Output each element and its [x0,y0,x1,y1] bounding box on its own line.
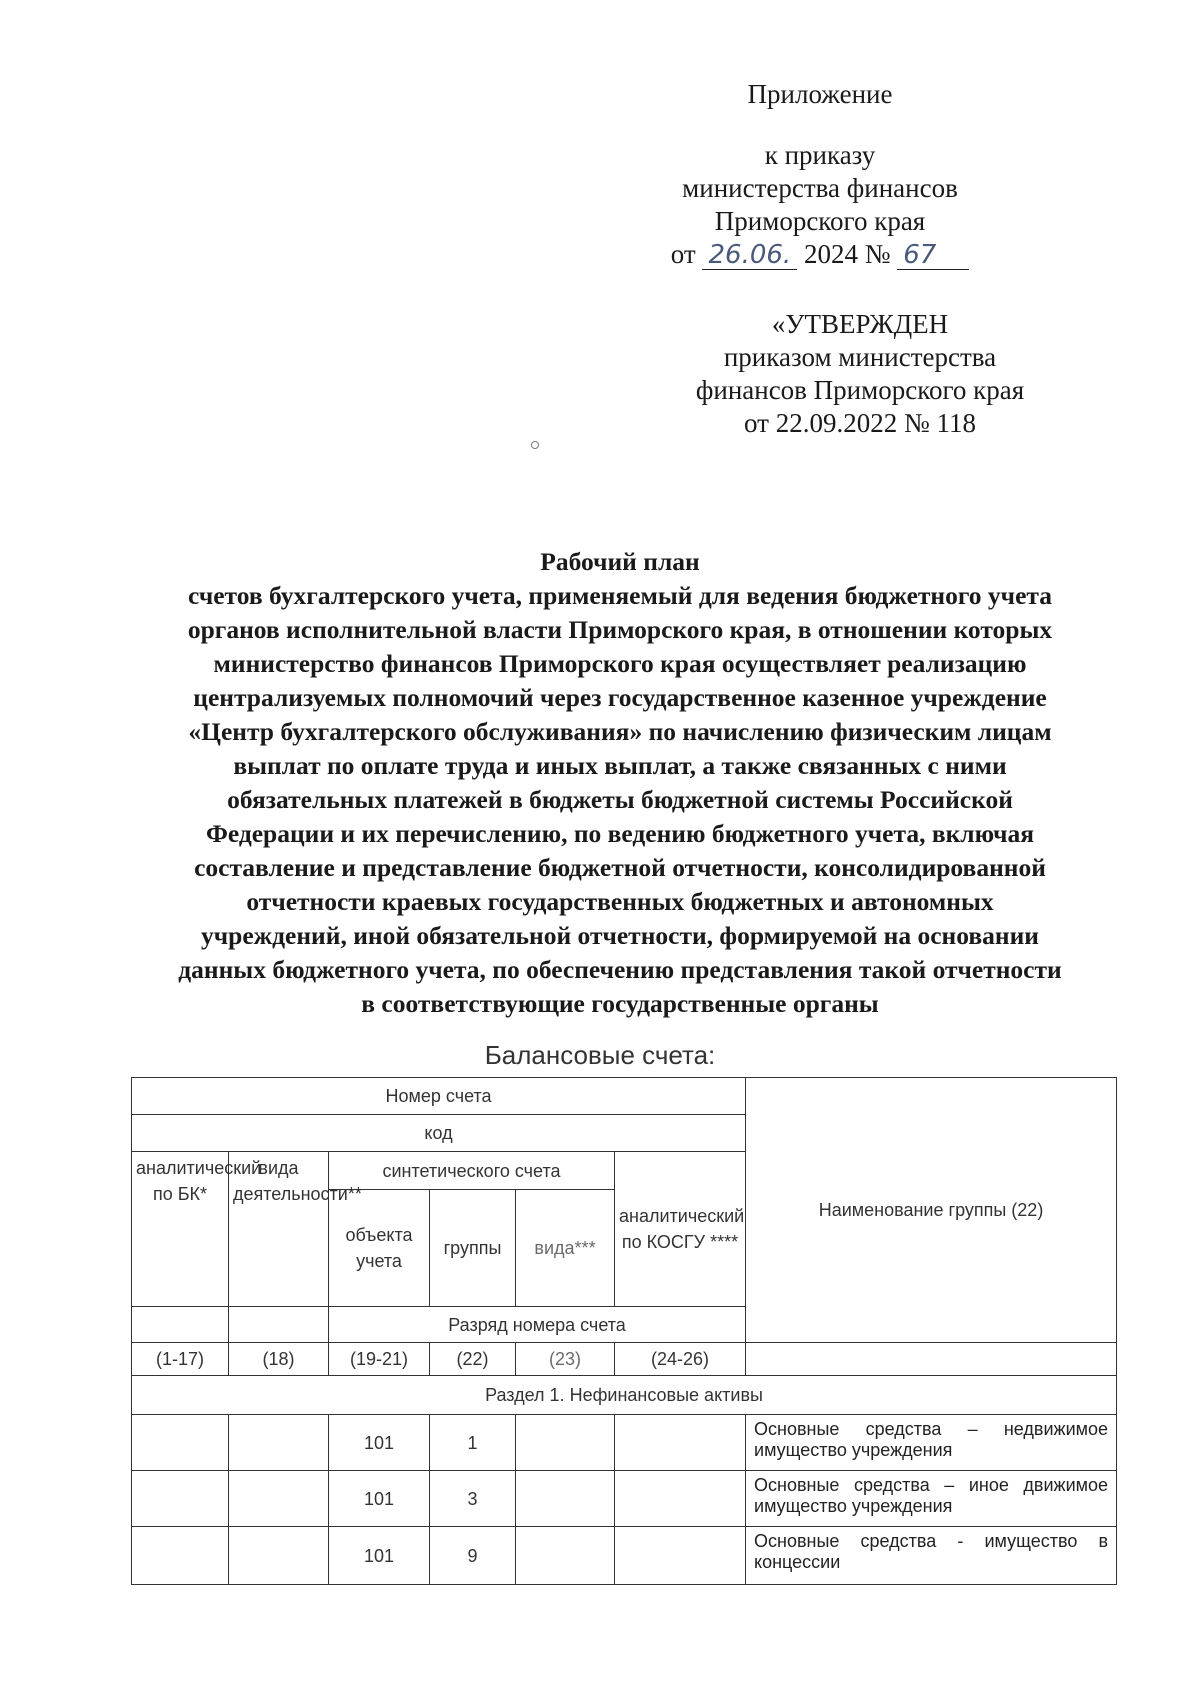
digit-cell: (1-17) [132,1343,229,1376]
title-line: централизуемых полномочий через государственное казенное учреждение [193,683,1047,712]
appendix-title: Приложение [747,79,893,109]
title-line: учреждений, иной обязательной отчетности, формируемой на основании [201,921,1039,950]
header-group-name: Наименование группы (22) [746,1078,1117,1343]
digit-row-label: Разряд номера счета [329,1307,746,1343]
title-line: органов исполнительной власти Приморского края, в отношении которых [187,615,1053,644]
title-line: составление и представление бюджетной отчетности, консолидированной [194,853,1046,882]
empty-cell [132,1527,229,1585]
object-code-cell: 101 [329,1527,430,1585]
title-line: в соответствующие государственные органы [361,989,879,1018]
approved-line-3: финансов Приморского края [695,375,1025,405]
approved-block [650,308,1070,440]
header-activity-type: вида деятельности** [229,1152,329,1307]
empty-cell [229,1527,329,1585]
group-name-cell: Основные средства – иное движимое имущество учреждения [746,1471,1117,1527]
empty-cell [229,1471,329,1527]
title-line: выплат по оплате труда и иных выплат, а также связанных с ними [233,751,1007,780]
header-code: код [132,1115,746,1152]
title-line: данных бюджетного учета, по обеспечению представления такой отчетности [178,955,1062,984]
table-caption: Балансовые счета: [484,1040,716,1070]
title-line: обязательных платежей в бюджеты бюджетной системы Российской [227,785,1013,814]
header-account-number: Номер счета [132,1078,746,1115]
balance-accounts-table [131,1077,1117,1585]
section-heading: Раздел 1. Нефинансовые активы [132,1376,1117,1415]
appendix-block [610,78,1030,271]
empty-cell [516,1415,615,1471]
appendix-line-1: к приказу [764,140,876,170]
empty-cell [132,1415,229,1471]
appendix-date-line [610,238,1030,271]
scan-dot-mark [531,441,539,449]
appendix-line-2: министерства финансов [682,173,958,203]
empty-cell [229,1415,329,1471]
header-type: вида*** [516,1190,615,1307]
digit-cell: (19-21) [329,1343,430,1376]
header-analytic-bk: аналитический по БК* [132,1152,229,1307]
empty-cell [516,1471,615,1527]
appendix-line-3: Приморского края [714,206,926,236]
header-analytic-kosgu: аналитический по КОСГУ **** [615,1152,746,1307]
empty-cell [615,1527,746,1585]
group-code-cell: 1 [430,1415,516,1471]
handwritten-order-number: 67 [897,241,969,270]
date-prefix: от [670,239,696,269]
group-code-cell: 3 [430,1471,516,1527]
digit-cell: (24-26) [615,1343,746,1376]
empty-cell [516,1527,615,1585]
title-line: «Центр бухгалтерского обслуживания» по начислению физическим лицам [188,717,1052,746]
group-name-cell: Основные средства - имущество в концессии [746,1527,1117,1585]
digit-cell: (23) [516,1343,615,1376]
title-line: отчетности краевых государственных бюджетных и автономных [246,887,994,916]
group-name-cell: Основные средства – недвижимое имущество учреждения [746,1415,1117,1471]
header-synthetic-account: синтетического счета [329,1152,615,1190]
document-title [130,545,1110,1021]
empty-cell [746,1343,1117,1376]
empty-cell [615,1471,746,1527]
digit-cell: (22) [430,1343,516,1376]
group-code-cell: 9 [430,1527,516,1585]
empty-cell [615,1415,746,1471]
empty-cell [229,1307,329,1343]
approved-line-2: приказом министерства [723,342,997,372]
header-accounting-object: объекта учета [329,1190,430,1307]
title-line: Федерации и их перечислению, по ведению бюджетного учета, включая [205,819,1035,848]
year-text: 2024 № [803,239,891,269]
empty-cell [132,1307,229,1343]
object-code-cell: 101 [329,1415,430,1471]
approved-line-1: «УТВЕРЖДЕН [771,309,949,339]
object-code-cell: 101 [329,1471,430,1527]
empty-cell [132,1471,229,1527]
title-line: министерство финансов Приморского края осуществляет реализацию [213,649,1027,678]
approved-line-4: от 22.09.2022 № 118 [744,408,976,438]
digit-cell: (18) [229,1343,329,1376]
handwritten-date: 26.06. [702,241,797,270]
title-heading: Рабочий план [540,547,700,576]
header-group: группы [430,1190,516,1307]
title-line: счетов бухгалтерского учета, применяемый для ведения бюджетного учета [188,581,1052,610]
